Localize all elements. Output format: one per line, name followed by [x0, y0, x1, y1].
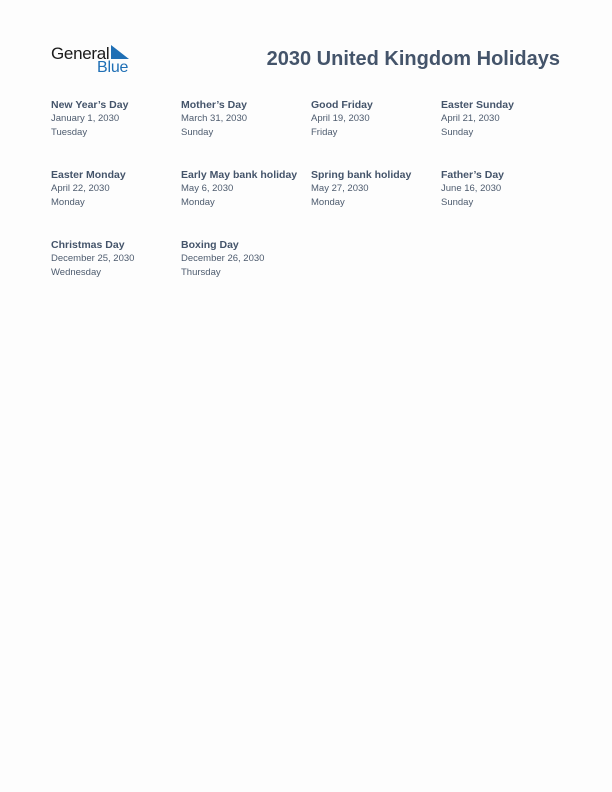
- holiday-date: May 27, 2030: [311, 183, 369, 194]
- holiday-date: April 22, 2030: [51, 183, 110, 194]
- holiday-weekday: Sunday: [441, 126, 474, 138]
- logo-triangle-icon: [111, 45, 129, 59]
- holiday-date: April 21, 2030: [441, 113, 500, 124]
- holiday-name: New Year’s Day: [51, 99, 129, 111]
- holiday-item: [181, 168, 309, 209]
- holiday-item: [441, 98, 569, 139]
- holiday-name: Boxing Day: [181, 239, 239, 251]
- holiday-name: Christmas Day: [51, 239, 125, 251]
- holiday-row: [51, 238, 581, 308]
- logo-general-text: General: [51, 44, 110, 63]
- page-title: 2030 United Kingdom Holidays: [266, 48, 560, 70]
- holiday-weekday: Wednesday: [51, 266, 101, 278]
- holiday-weekday: Sunday: [441, 196, 474, 208]
- holiday-date: April 19, 2030: [311, 113, 370, 124]
- holiday-name: Easter Sunday: [441, 99, 514, 111]
- holiday-item: [311, 98, 439, 139]
- holiday-row: [51, 168, 581, 238]
- holiday-name: Early May bank holiday: [181, 169, 298, 181]
- holiday-date: March 31, 2030: [181, 113, 248, 124]
- holiday-date: May 6, 2030: [181, 183, 234, 194]
- logo-blue-text: Blue: [97, 59, 129, 76]
- holiday-weekday: Monday: [181, 196, 215, 208]
- holiday-date: June 16, 2030: [441, 183, 502, 194]
- holiday-item: [311, 168, 439, 209]
- holiday-date: January 1, 2030: [51, 113, 120, 124]
- holiday-item: [441, 168, 569, 209]
- holiday-grid: [51, 98, 581, 308]
- holiday-row: [51, 98, 581, 168]
- holiday-name: Good Friday: [311, 99, 373, 111]
- holiday-item: [51, 98, 179, 139]
- holiday-date: December 25, 2030: [51, 253, 135, 264]
- holiday-weekday: Monday: [311, 196, 345, 208]
- holiday-name: Spring bank holiday: [311, 169, 412, 181]
- holiday-name: Father’s Day: [441, 169, 505, 181]
- holiday-weekday: Sunday: [181, 126, 214, 138]
- holiday-item: [181, 98, 309, 139]
- holiday-name: Easter Monday: [51, 169, 126, 181]
- holiday-weekday: Monday: [51, 196, 85, 208]
- holiday-weekday: Tuesday: [51, 126, 88, 138]
- holiday-date: December 26, 2030: [181, 253, 265, 264]
- holiday-weekday: Thursday: [181, 266, 221, 278]
- holiday-item: [51, 238, 179, 279]
- holiday-name: Mother’s Day: [181, 99, 247, 111]
- holiday-item: [181, 238, 309, 279]
- holiday-weekday: Friday: [311, 126, 338, 138]
- holiday-item: [51, 168, 179, 209]
- logo: [51, 44, 141, 78]
